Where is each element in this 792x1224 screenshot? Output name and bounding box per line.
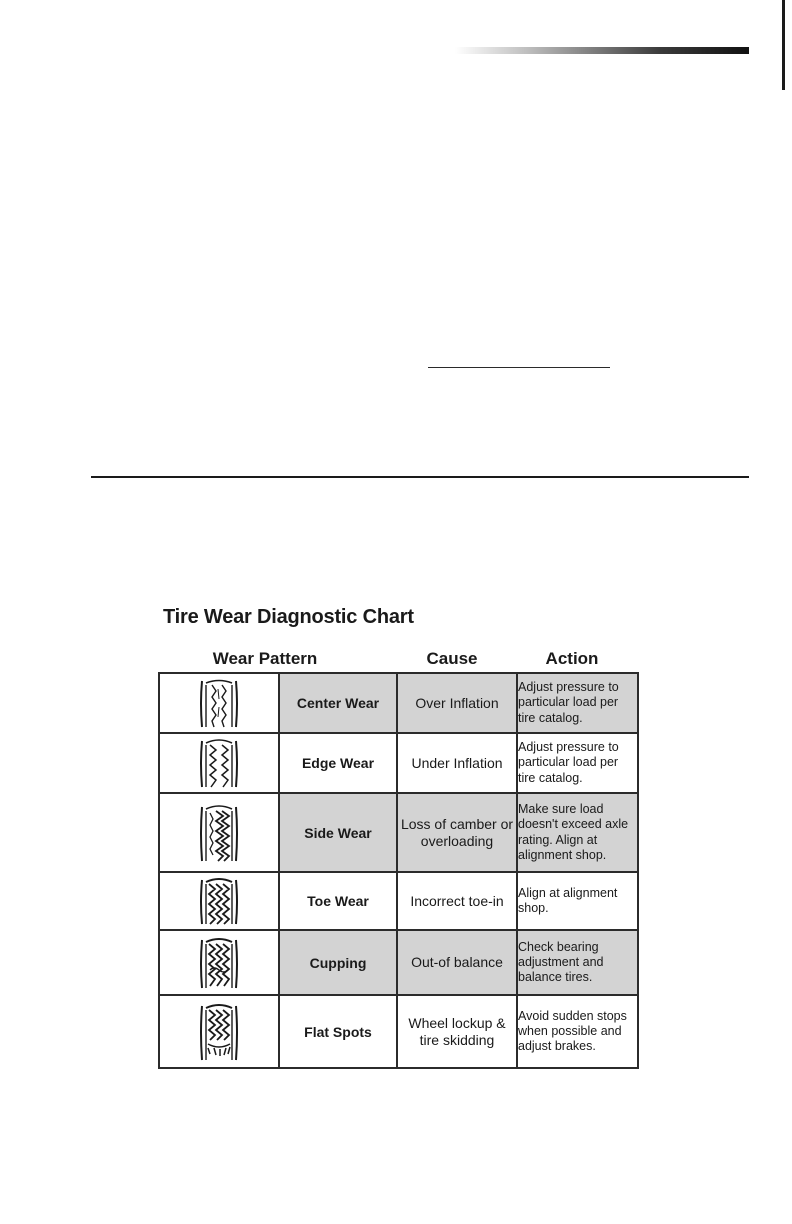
underline-rule [428, 367, 610, 368]
table-row [159, 930, 638, 995]
column-header-cause: Cause [426, 649, 478, 668]
tire-cupping-icon [159, 930, 279, 995]
wear-action: Check bearing adjustment and balance tires. [517, 930, 638, 995]
wear-action: Make sure load doesn't exceed axle rating. Align at alignment shop. [517, 793, 638, 872]
wear-pattern-name: Toe Wear [279, 872, 397, 930]
wear-action: Avoid sudden stops when possible and adjust brakes. [517, 995, 638, 1068]
wear-cause: Over Inflation [397, 673, 517, 733]
wear-cause: Wheel lockup & tire skidding [397, 995, 517, 1068]
table-row [159, 872, 638, 930]
column-header-wear-pattern: Wear Pattern [212, 649, 318, 668]
tire-toe-wear-icon [159, 872, 279, 930]
table-row [159, 995, 638, 1068]
tire-side-wear-icon [159, 793, 279, 872]
tire-edge-wear-icon [159, 733, 279, 793]
header-gradient-bar [455, 47, 749, 54]
wear-pattern-name: Flat Spots [279, 995, 397, 1068]
column-header-action: Action [545, 649, 599, 668]
table-row [159, 673, 638, 733]
table-row [159, 733, 638, 793]
wear-cause: Loss of camber or overloading [397, 793, 517, 872]
wear-cause: Under Inflation [397, 733, 517, 793]
wear-pattern-name: Side Wear [279, 793, 397, 872]
wear-action: Adjust pressure to particular load per tire catalog. [517, 673, 638, 733]
table-row [159, 793, 638, 872]
chart-title: Tire Wear Diagnostic Chart [163, 606, 414, 628]
tire-flat-spots-icon [159, 995, 279, 1068]
wear-pattern-name: Center Wear [279, 673, 397, 733]
wear-action: Align at alignment shop. [517, 872, 638, 930]
wear-cause: Incorrect toe-in [397, 872, 517, 930]
wear-action: Adjust pressure to particular load per tire catalog. [517, 733, 638, 793]
wear-pattern-name: Edge Wear [279, 733, 397, 793]
tire-wear-table [158, 672, 639, 1069]
tire-center-wear-icon [159, 673, 279, 733]
wear-pattern-name: Cupping [279, 930, 397, 995]
section-divider [91, 476, 749, 478]
wear-cause: Out-of balance [397, 930, 517, 995]
margin-vertical-rule [782, 0, 785, 90]
